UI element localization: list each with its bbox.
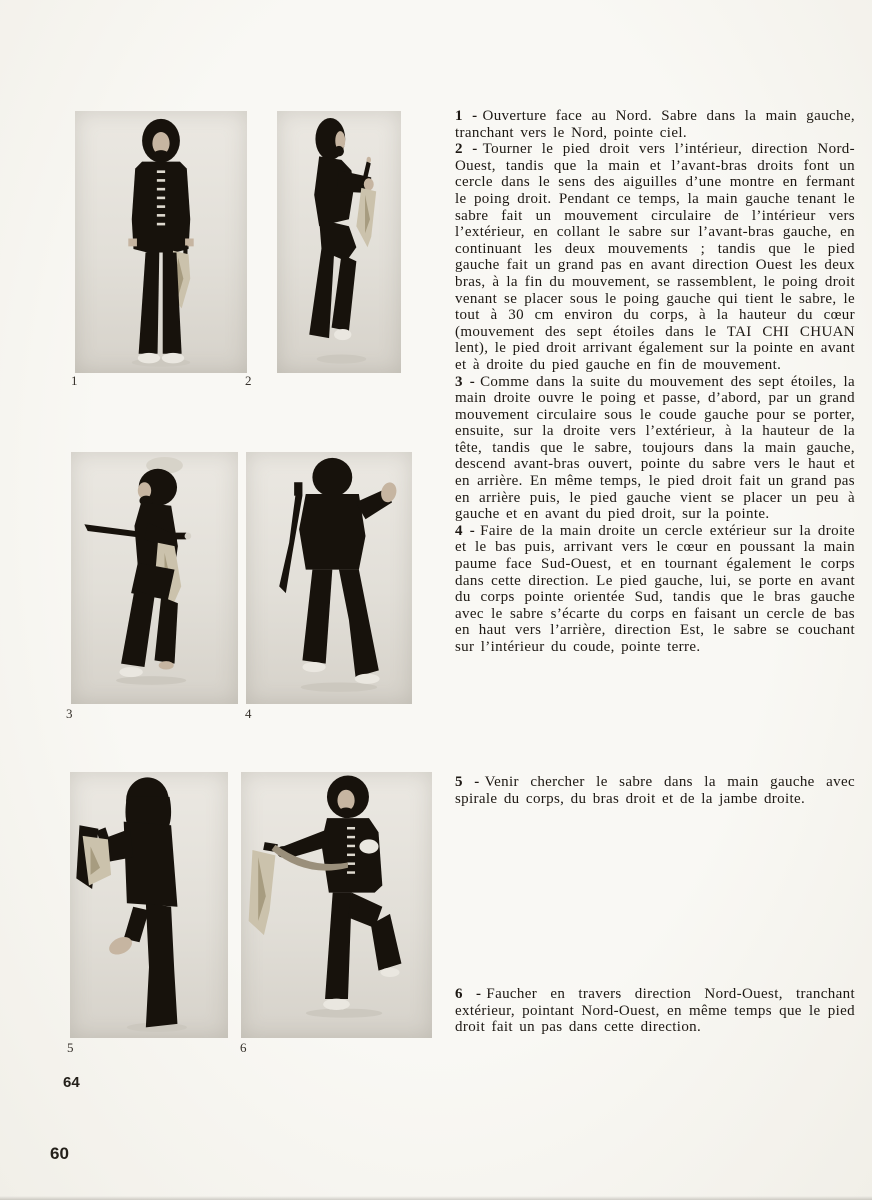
paragraph-3-text: Comme dans la suite du mouvement des sept étoiles, la main droite ouvre le poing et passe, d’abord, par un grand mouvement circulaire sous le coude gauche pour se porter, ensuite, sur la droite vers l’extérieur, à la hauteur de la tête, tandis que le sabre, toujours dans la main gauche, descend avant-bras ouvert, pointe du sabre vers le haut et en arrière. En même temps, le pied droit fait un grand pas en arrière puis, le pied gauche vient se placer un peu à gauche et en avant du pied droit, sur la pointe.	[455, 373, 855, 523]
instruction-paragraph-6	[455, 986, 855, 1036]
photo-1-label: 1	[71, 373, 78, 388]
instruction-paragraph-2	[455, 141, 855, 373]
photo-5-image	[70, 772, 228, 1038]
paragraph-3-number: 3 -	[455, 373, 476, 390]
paragraph-6-text: Faucher en travers direction Nord-Ouest, tranchant extérieur, pointant Nord-Ouest, en même temps que le pied droit fait un pas dans cette direction.	[455, 986, 855, 1036]
book-page-number: 64	[63, 1074, 80, 1091]
folio-page-number: 60	[50, 1144, 69, 1163]
photo-5-label: 5	[67, 1040, 74, 1055]
photo-2-label: 2	[245, 373, 252, 388]
photo-1	[75, 111, 247, 373]
photo-6-label: 6	[240, 1040, 247, 1055]
instruction-paragraph-1	[455, 108, 855, 141]
instructions-block-3	[455, 986, 855, 1036]
instructions-block-1	[455, 108, 855, 656]
photo-4-image	[246, 452, 412, 704]
paragraph-4-text: Faire de la main droite un cercle extérieur sur la droite et le bas puis, arrivant vers le cœur en poussant la main paume face Sud-Ouest, et en tournant également le corps dans cette direction. Le pied gauche, lui, se porte en avant du corps pointe orientée Sud, tandis que le bras gauche avec le sabre s’écarte du corps en faisant un cercle de bas en haut vers l’arrière, direction Est, le sabre se couchant sur l’intérieur du coude, pointe terre.	[455, 522, 855, 655]
paragraph-5-number: 5 -	[455, 774, 480, 790]
instruction-paragraph-5	[455, 774, 855, 807]
paragraph-1-number: 1 -	[455, 108, 478, 124]
paragraph-2-text: Tourner le pied droit vers l’intérieur, direction Nord-Ouest, tandis que la main et l’avant-bras droits font un cercle dans le sens des aiguilles d’une montre en fermant le poing droit. Pendant ce temps, la main gauche tenant le sabre fait un mouvement circulaire de l’intérieur vers l’extérieur, en collant le sabre sur l’avant-bras gauche, en continuant les deux mouvements ; tandis que le pied gauche fait un grand pas en avant direction Ouest les deux bras, à la fin du mouvement, se rassemblent, le poing droit venant se placer sous le poing gauche qui tient le sabre, le tout à 30 cm environ du corps, à la hauteur du cœur (mouvement des sept étoiles dans le TAI CHI CHUAN lent), le pied droit arrivant également sur la pointe en avant et à droite du pied gauche en fin de mouvement.	[455, 141, 855, 373]
photo-3	[71, 452, 238, 704]
photo-6	[241, 772, 432, 1038]
paragraph-2-number: 2 -	[455, 141, 478, 158]
photo-5	[70, 772, 228, 1038]
photo-3-label: 3	[66, 706, 73, 721]
photo-3-image	[71, 452, 238, 704]
instruction-paragraph-4	[455, 523, 855, 656]
photo-2-image	[277, 111, 401, 373]
paragraph-6-number: 6 -	[455, 986, 482, 1002]
paragraph-5-text: Venir chercher le sabre dans la main gauche avec spirale du corps, du bras droit et de la jambe droite.	[455, 774, 855, 807]
paragraph-1-text: Ouverture face au Nord. Sabre dans la main gauche, tranchant vers le Nord, pointe ciel.	[455, 108, 855, 141]
instructions-block-2	[455, 774, 855, 807]
photo-6-image	[241, 772, 432, 1038]
photo-4	[246, 452, 412, 704]
paragraph-4-number: 4 -	[455, 522, 476, 539]
photo-1-image	[75, 111, 247, 373]
instruction-paragraph-3	[455, 374, 855, 523]
photo-4-label: 4	[245, 706, 252, 721]
photo-2	[277, 111, 401, 373]
